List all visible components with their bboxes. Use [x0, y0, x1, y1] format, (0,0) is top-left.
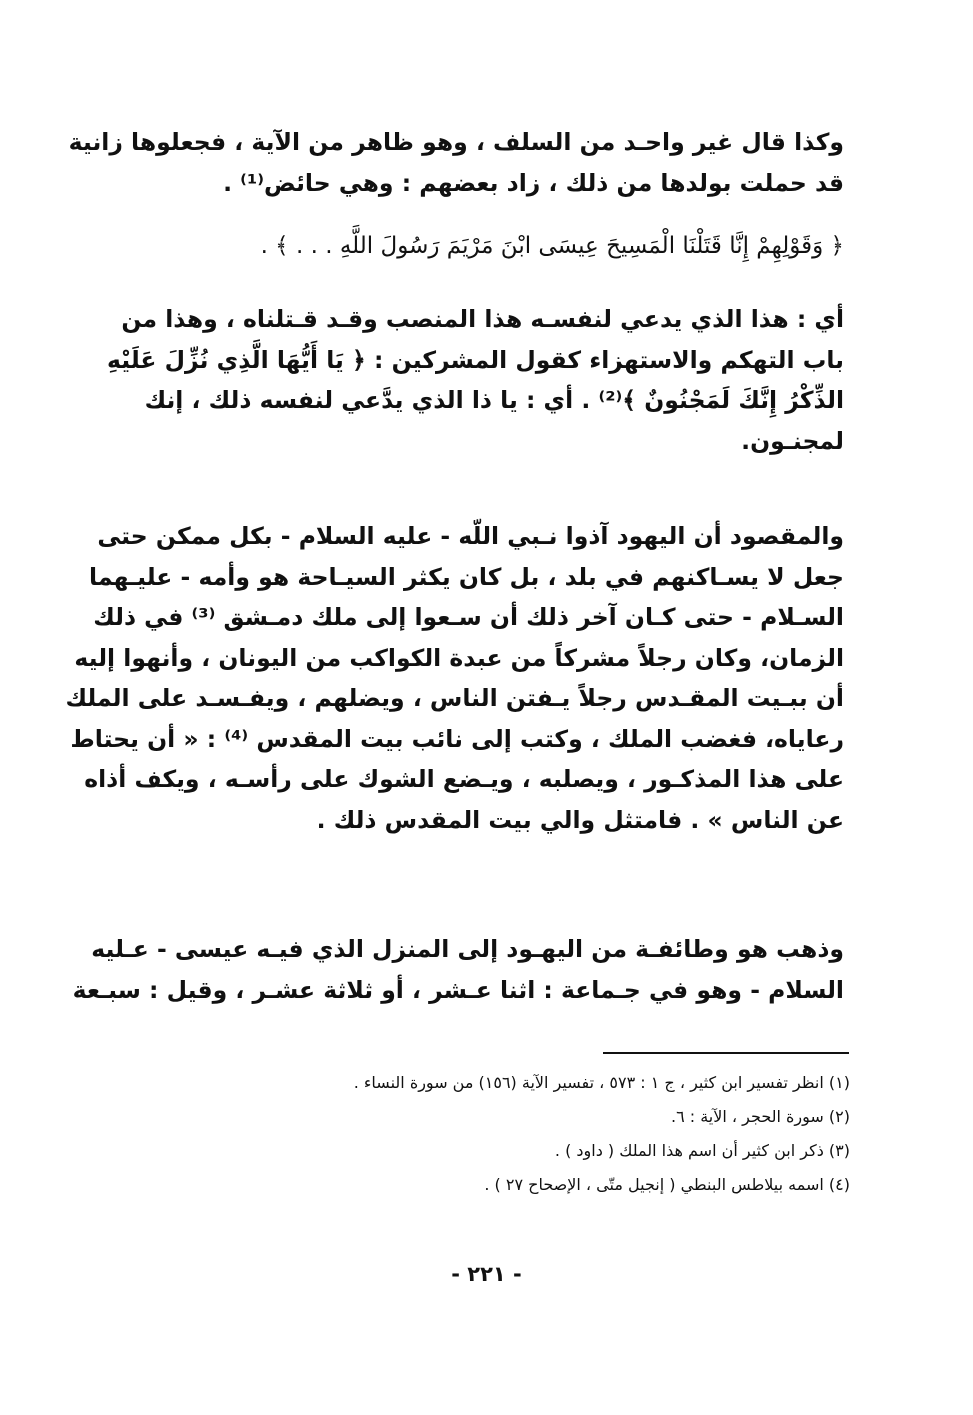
verse-line: ﴿ وَقَوْلِهِمْ إِنَّا قَتَلْنَا الْمَسِيحَ عِيسَى ابْنَ مَرْيَمَ رَسُولَ اللَّهِ . . . ﴾ .	[260, 233, 844, 259]
text-line: السلام - وهو في جـماعة : اثنا عـشر ، أو ثلاثة عشـر ، وقيل : سبـعة	[72, 975, 844, 1004]
footnote-2: (٢) سورة الحجر ، الآية : ٦.	[670, 1107, 850, 1126]
footnote-divider	[603, 1052, 849, 1054]
paragraph-2	[106, 299, 844, 461]
text-line: الزمان، وكان رجلاً مشركاً من عبدة الكواكب من اليونان ، وأنهوا إليه	[74, 643, 844, 672]
text-line: الذِّكْرُ إِنَّكَ لَمَجْنُونٌ ﴾⁽²⁾ . أي : يا ذا الذي يدَّعي لنفسه ذلك ، إنك	[144, 386, 844, 414]
footnote-1: (١) انظر تفسير ابن كثير ، ج ١ : ٥٧٣ ، تفسير الآية (١٥٦) من سورة النساء .	[353, 1073, 850, 1092]
text-line: باب التهكم والاستهزاء كقول المشركين : ﴿ يَا أَيُّهَا الَّذِي نُزِّلَ عَلَيْهِ	[106, 345, 844, 374]
text-line: لمجنـون.	[741, 426, 844, 455]
paragraph-3	[65, 516, 844, 840]
paragraph-1	[68, 122, 844, 203]
text-line: أن ببـيت المقـدس رجلاً يـفتن الناس ، ويضلهم ، ويفـسـد على الملك	[65, 684, 844, 712]
footnote-4: (٤) اسمه بيلاطس البنطي ( إنجيل متّى ، الإصحاح ٢٧ ) .	[484, 1175, 850, 1194]
text-line: رعاياه، فغضب الملك ، وكتب إلى نائب بيت المقدس ⁽⁴⁾ : « أن يحتاط	[70, 724, 844, 753]
text-line: وكذا قال غير واحـد من السلف ، وهو ظاهر من الآية ، فجعلوها زانية	[68, 128, 844, 156]
footnote-3: (٣) ذكر ابن كثير أن اسم هذا الملك ( داود ) .	[554, 1141, 850, 1160]
text-line: أي : هذا الذي يدعي لنفسـه هذا المنصب وقـد قـتلناه ، وهذا من	[121, 305, 844, 333]
paragraph-4	[72, 929, 844, 1010]
text-line: وذهب هو وطائفـة من اليهـود إلى المنزل الذي فيـه عيسى - عـليه	[91, 935, 844, 963]
quran-verse	[128, 226, 844, 266]
text-line: جعل لا يسـاكنهم في بلد ، بل كان يكثر السيـاحة هو وأمه - عليـهما	[89, 562, 844, 591]
footnotes	[128, 1066, 850, 1202]
text-line: على هذا المذكـور ، ويصلبه ، ويـضع الشوك على رأسـه ، ويكف أذاه	[84, 765, 844, 793]
text-line: عن الناس » . فامتثل والي بيت المقدس ذلك .	[316, 805, 844, 834]
page-number: - ٢٢١ -	[451, 1262, 522, 1286]
text-line: قد حملت بولدها من ذلك ، زاد بعضهم : وهي حائض⁽¹⁾ .	[223, 168, 844, 197]
text-line: السـلام - حتى كـان آخر ذلك أن سـعوا إلى ملك دمـشق ⁽³⁾ في ذلك	[93, 603, 844, 631]
text-line: والمقصود أن اليهود آذوا نـبي اللّه - عليه السلام - بكل ممكن حتى	[97, 522, 844, 550]
